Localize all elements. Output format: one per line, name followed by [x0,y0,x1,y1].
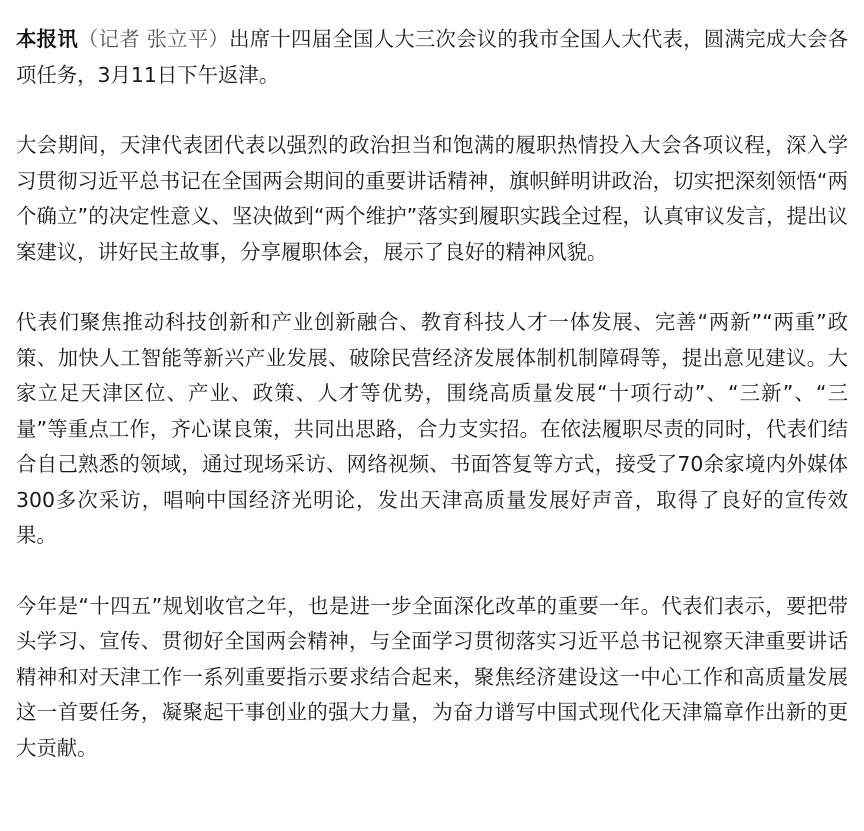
dateline: 本报讯 [16,27,78,51]
paragraph-3: 今年是“十四五”规划收官之年，也是进一步全面深化改革的重要一年。代表们表示，要把带头学习、宣传、贯彻好全国两会精神，与全面学习贯彻落实习近平总书记视察天津重要讲话精神和对天津工作一系列重要指示要求结合起来，聚焦经济建设这一中心工作和高质量发展这一首要任务，凝聚起干事创业的强大力量，为奋力谱写中国式现代化天津篇章作出新的更大贡献。 [16,593,848,760]
byline: （记者 张立平） [77,27,230,51]
paragraph-1: 大会期间，天津代表团代表以强烈的政治担当和饱满的履职热情投入大会各项议程，深入学习贯彻习近平总书记在全国两会期间的重要讲话精神，旗帜鲜明讲政治，切实把深刻领悟“两个确立”的决定性意义、坚决做到“两个维护”落实到履职实践全过程，认真审议发言，提出议案建议，讲好民主故事，分享履职体会，展示了良好的精神风貌。 [16,133,848,264]
lead-text: 出席十四届全国人大三次会议的我市全国人大代表，圆满完成大会各项任务，3月11日下午返津。 [16,27,849,87]
lead-paragraph [16,22,848,93]
paragraph-2: 代表们聚焦推动科技创新和产业创新融合、教育科技人才一体发展、完善“两新”“两重”政策、加快人工智能等新兴产业发展、破除民营经济发展体制机制障碍等，提出意见建议。大家立足天津区位、产业、政策、人才等优势，围绕高质量发展“十项行动”、“三新”、“三量”等重点工作，齐心谋良策，共同出思路，合力支实招。在依法履职尽责的同时，代表们结合自己熟悉的领域，通过现场采访、网络视频、书面答复等方式，接受了70余家境内外媒体300多次采访，唱响中国经济光明论，发出天津高质量发展好声音，取得了良好的宣传效果。 [16,310,848,547]
